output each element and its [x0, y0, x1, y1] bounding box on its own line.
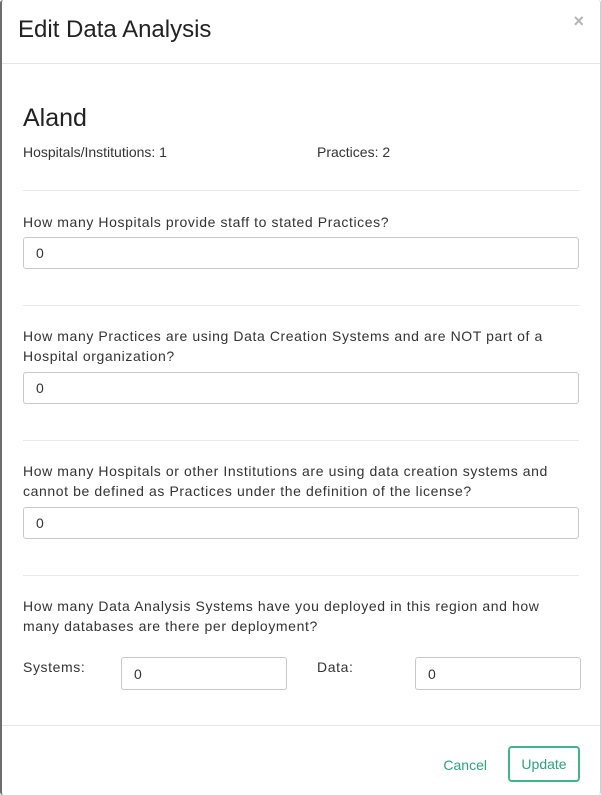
systems-input[interactable] — [121, 657, 287, 690]
other-institutions-input[interactable] — [23, 507, 579, 539]
modal-header — [2, 0, 600, 64]
divider — [23, 575, 579, 576]
hospitals-count: Hospitals/Institutions: 1 — [23, 144, 167, 160]
question-other-institutions: How many Hospitals or other Institutions are using data creation systems and cannot be defined as Practices under the definition of the license? — [23, 463, 548, 499]
region-name: Aland — [23, 104, 87, 132]
modal-title: Edit Data Analysis — [18, 16, 212, 43]
data-label: Data: — [317, 659, 354, 675]
divider — [23, 440, 579, 441]
divider — [23, 190, 579, 191]
systems-label: Systems: — [23, 659, 86, 675]
question-hospital-staff: How many Hospitals provide staff to stated Practices? — [23, 214, 390, 230]
close-icon[interactable]: × — [573, 11, 584, 31]
independent-practices-input[interactable] — [23, 372, 579, 404]
divider — [23, 305, 579, 306]
hospital-staff-input[interactable] — [23, 237, 579, 269]
question-data-analysis-systems: How many Data Analysis Systems have you deployed in this region and how many databases are there per deployment? — [23, 598, 540, 634]
cancel-button[interactable]: Cancel — [443, 757, 487, 773]
practices-count: Practices: 2 — [317, 144, 391, 160]
modal-footer — [2, 725, 600, 795]
question-independent-practices: How many Practices are using Data Creation Systems and are NOT part of a Hospital organization? — [23, 328, 543, 364]
data-input[interactable] — [415, 657, 581, 690]
update-button[interactable]: Update — [508, 746, 580, 782]
